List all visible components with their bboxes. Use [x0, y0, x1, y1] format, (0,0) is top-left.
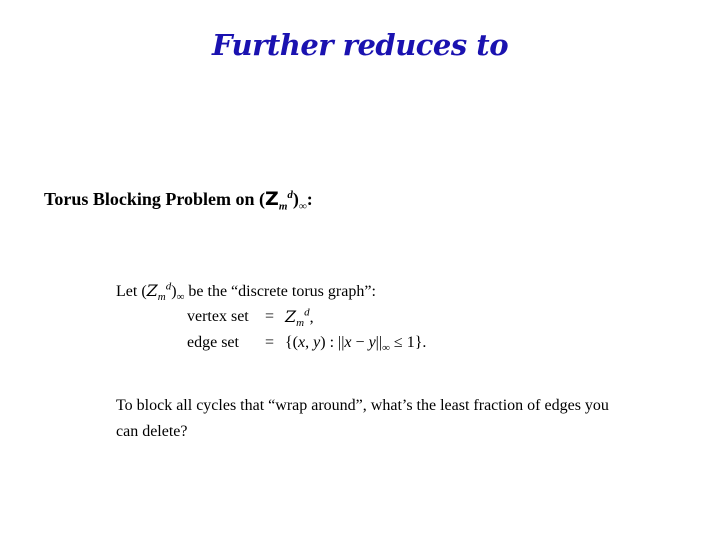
equals-sign: = — [265, 308, 275, 325]
superscript-d: d — [287, 189, 293, 201]
comma: , — [305, 334, 314, 351]
heading-text: Torus Blocking Problem on ( — [44, 189, 266, 209]
set-close: ≤ 1}. — [389, 334, 427, 351]
let-prefix: Let ( — [116, 283, 147, 300]
close-paren: ) — [171, 283, 177, 300]
section-heading — [44, 188, 313, 213]
vertex-set-value — [285, 304, 314, 331]
integer-symbol: Z — [265, 188, 279, 210]
superscript-d: d — [165, 280, 172, 293]
edge-set-value — [285, 330, 426, 356]
set-open: {( — [285, 334, 299, 351]
integer-symbol: Z — [285, 307, 297, 326]
minus-sign: − — [351, 334, 369, 351]
heading-close-paren: ) — [292, 189, 299, 209]
vertex-set-row — [116, 304, 376, 330]
comma: , — [309, 309, 314, 326]
edge-set-label: edge set — [187, 334, 239, 351]
var-y: y — [368, 334, 376, 351]
var-x: x — [344, 334, 352, 351]
subscript-m: m — [157, 291, 166, 304]
infinity-subscript: ∞ — [176, 291, 185, 304]
var-x: x — [298, 334, 306, 351]
var-y: y — [313, 334, 321, 351]
heading-colon: : — [306, 189, 313, 209]
edge-set-row — [116, 330, 427, 356]
slide-title: Further reduces to — [211, 28, 509, 62]
question-text: To block all cycles that “wrap around”, what’s the least fraction of edges you can delete? — [116, 397, 609, 440]
integer-symbol: Z — [146, 281, 158, 300]
superscript-d: d — [304, 306, 310, 319]
such-that: ) : || — [320, 334, 345, 351]
subscript-m: m — [278, 200, 288, 213]
infinity-subscript: ∞ — [298, 200, 307, 213]
norm-bars: || — [375, 334, 383, 351]
vertex-set-label: vertex set — [187, 308, 249, 325]
subscript-m: m — [296, 317, 305, 330]
equals-sign: = — [265, 334, 275, 351]
definition-block — [116, 278, 427, 356]
infinity-subscript: ∞ — [382, 342, 390, 355]
let-suffix: be the “discrete torus graph”: — [184, 283, 376, 300]
definition-line — [116, 278, 376, 304]
